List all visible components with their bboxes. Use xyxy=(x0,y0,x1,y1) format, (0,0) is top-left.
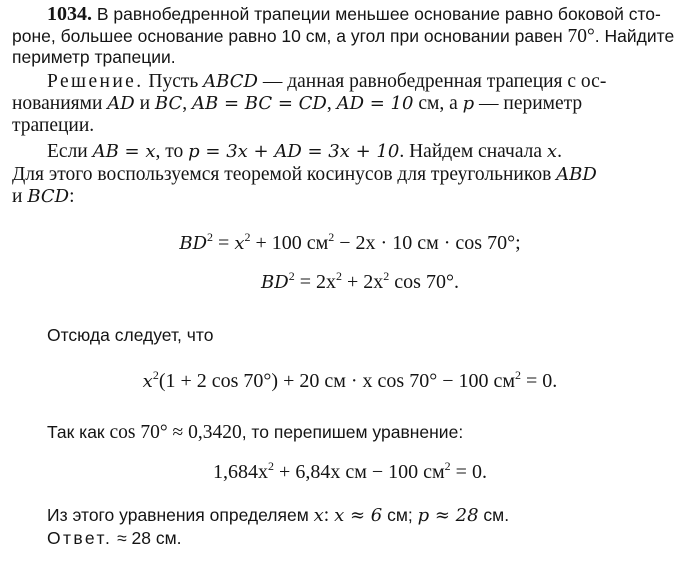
equation-4: $1,684x^2 + 6,84x$ см − 100 $см^2 = 0$. xyxy=(213,459,487,483)
solution-line-2: нованиями AD и BC, AB = BC = CD, AD = 10 см, а p — периметр xyxy=(12,93,583,114)
follows-line: Отсюда следует, что xyxy=(47,325,214,345)
answer-label: Ответ. xyxy=(47,528,113,548)
solution-line-1: Решение. Пусть ABCD — данная равнобедренная трапеция с ос- xyxy=(47,71,607,92)
since-line: Так как cos 70° ≈ 0,3420, то перепишем уравнение: xyxy=(47,422,464,443)
problem-number: 1034. xyxy=(47,3,92,25)
equation-2: $BD^2 = 2x^2 + 2x^2$ cos 70°. xyxy=(261,269,459,293)
problem-text: В равнобедренной трапеции меньшее основание равно боковой сто- xyxy=(96,4,661,24)
solution-paragraph-2: Если AB = x, то p = 3x + AD = 3x + 10. Найдем сначала x. xyxy=(47,141,562,162)
equation-1: $BD^2 = x^2 + 100$ $см^2 - 2x \cdot 10$ см · cos 70°; xyxy=(179,230,521,254)
problem-line-1 xyxy=(47,3,700,26)
solution-paragraph-2-line-2: Для этого воспользуемся теоремой косинусов для треугольников ABD xyxy=(12,164,597,185)
problem-line-3: периметр трапеции. xyxy=(12,47,176,67)
angle-value: 70° xyxy=(567,26,595,47)
problem-line-2: роне, большее основание равно 10 см, а угол при основании равен 70°. Найдите xyxy=(12,26,675,47)
equation-3: $x^2(1 + 2$ cos 70°) + 20 см · x cos 70° − 100 $см^2 = 0$. xyxy=(142,368,558,392)
solution-paragraph-2-line-3: и BCD: xyxy=(12,186,75,207)
answer-line xyxy=(47,527,700,550)
answer-value: ≈ 28 см. xyxy=(112,528,182,548)
solution-line-3: трапеции. xyxy=(12,115,95,136)
determine-line: Из этого уравнения определяем x: x ≈ 6 см; p ≈ 28 см. xyxy=(47,505,510,526)
solution-label: Решение. xyxy=(47,71,144,92)
